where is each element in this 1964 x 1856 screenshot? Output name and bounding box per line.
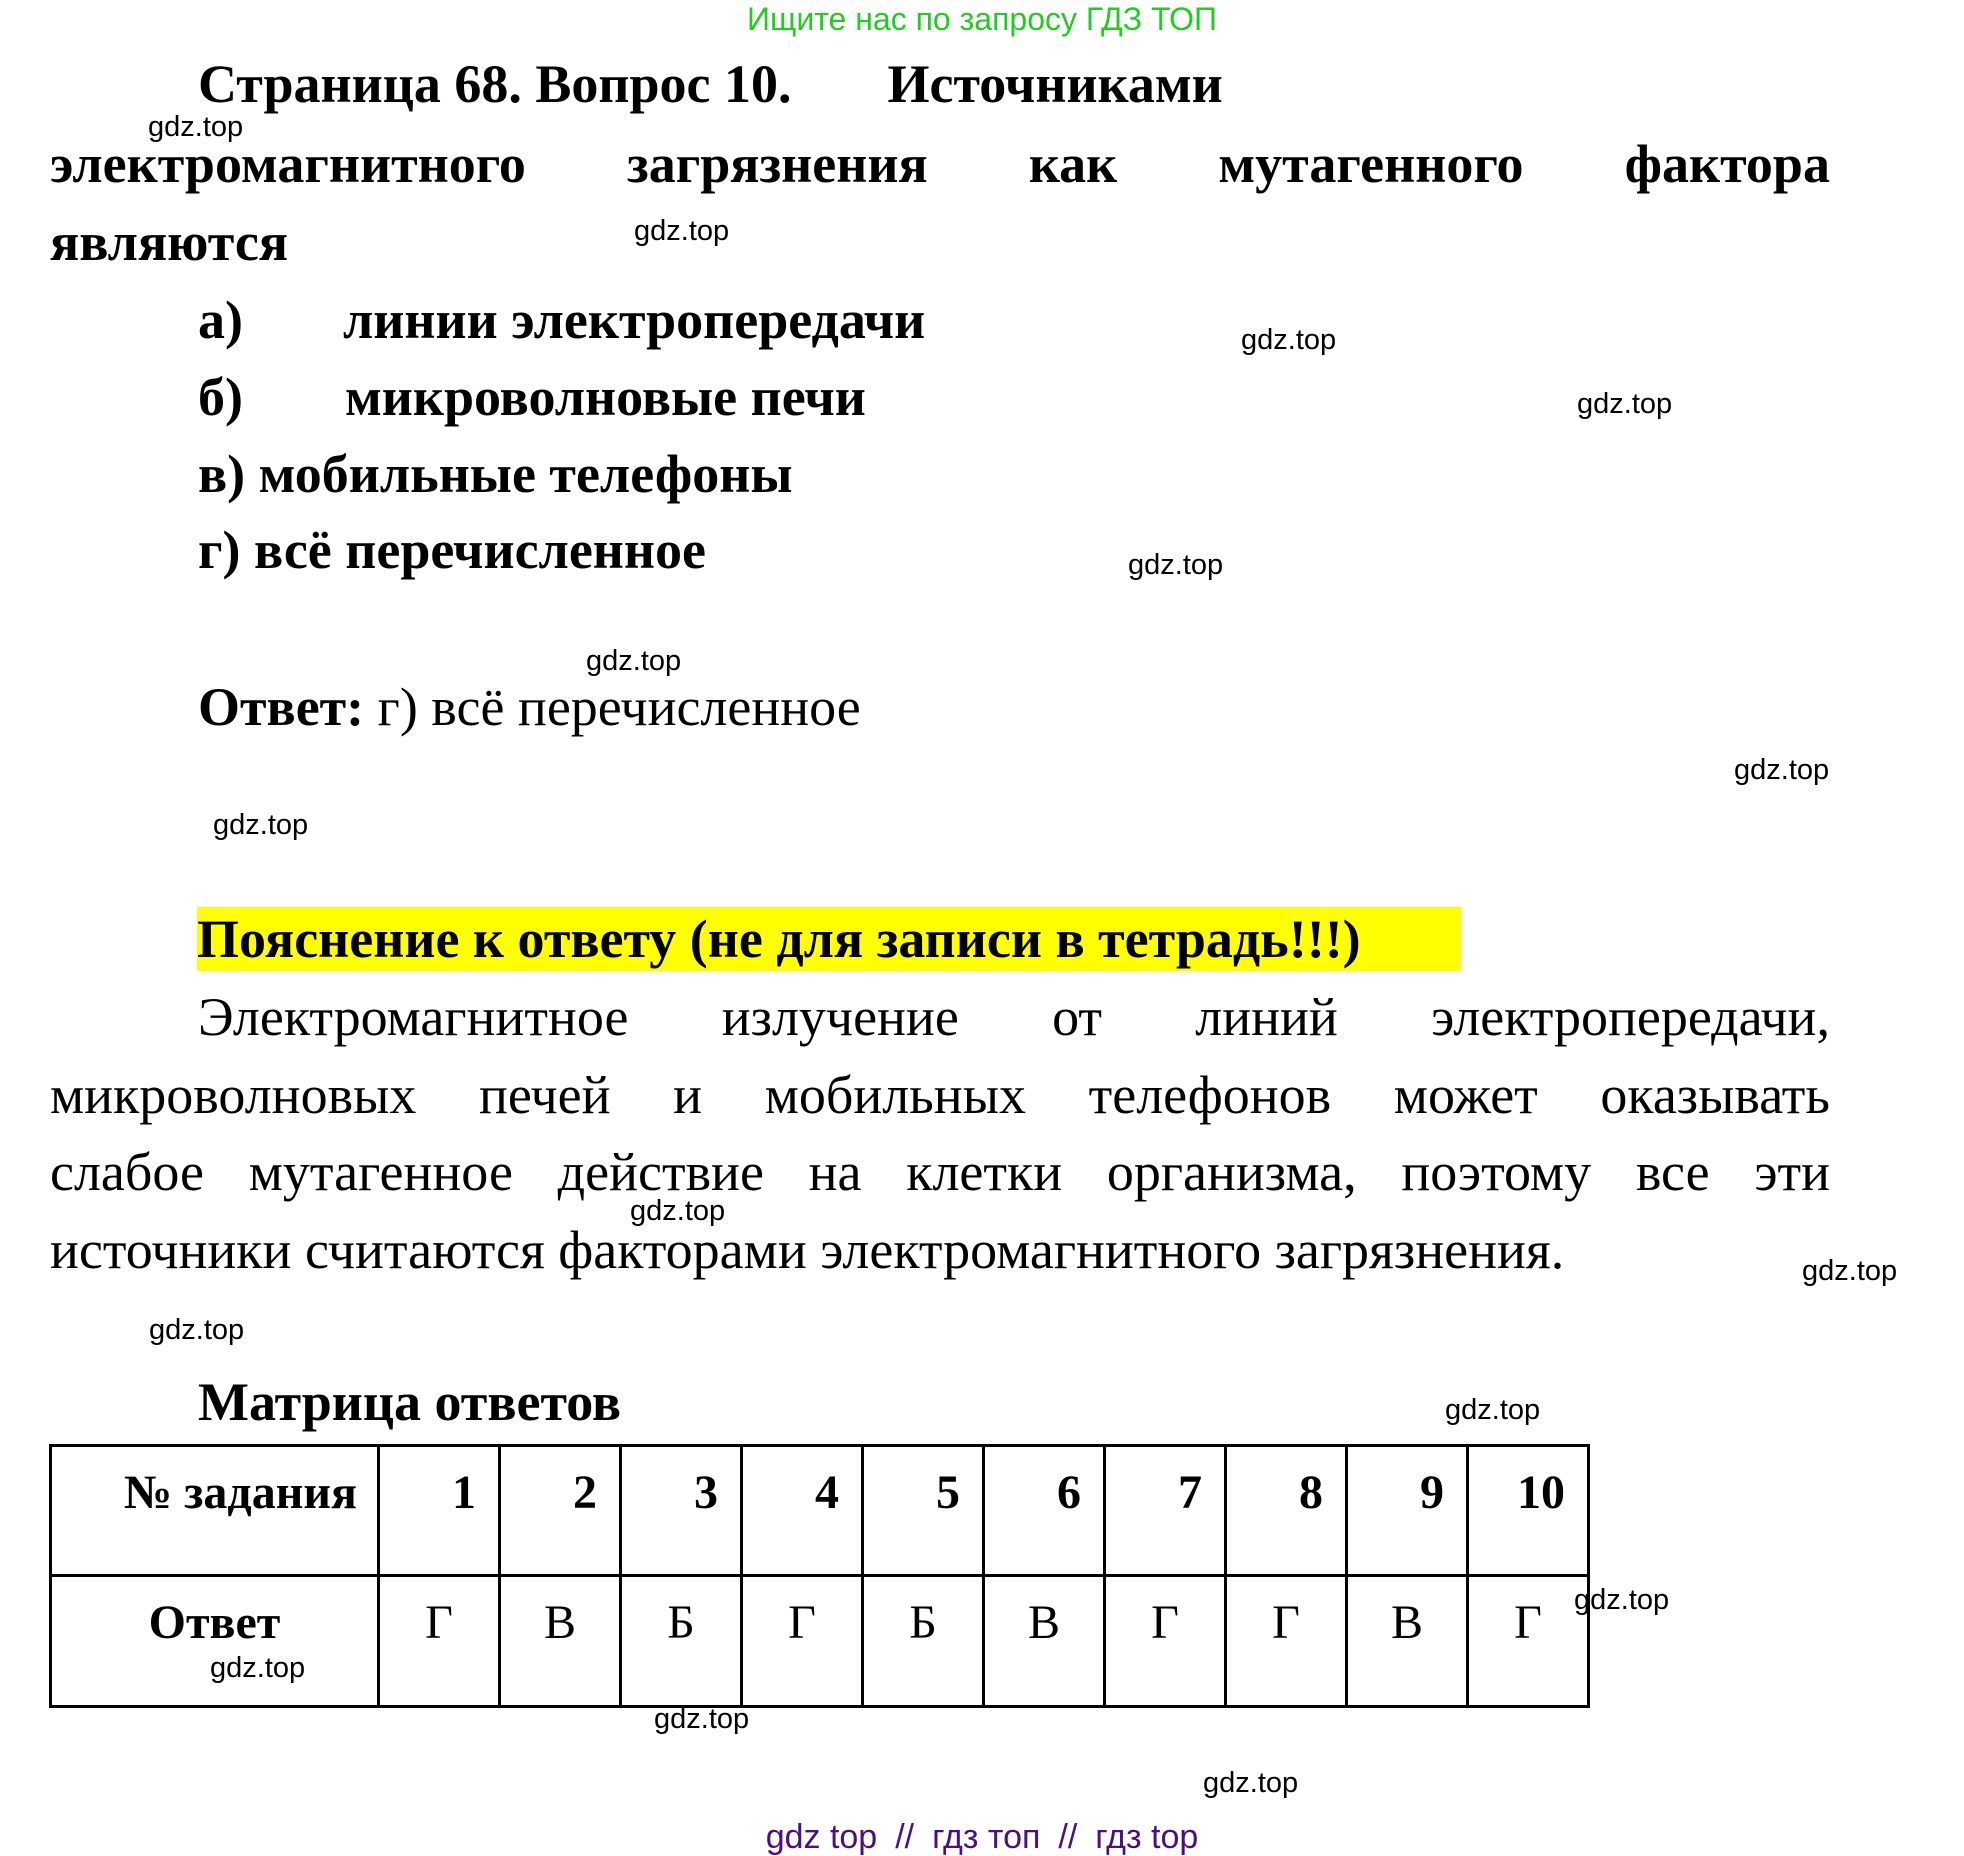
option-text: мобильные телефоны <box>258 444 793 504</box>
footer-separator: // <box>895 1818 915 1856</box>
task-number: 9 <box>1420 1466 1444 1519</box>
row-header-label: № задания <box>123 1466 357 1519</box>
answer-line <box>198 675 861 739</box>
option-c <box>198 442 793 506</box>
watermark: gdz.top <box>1241 324 1337 356</box>
answer-letter: Г <box>1514 1596 1542 1649</box>
explanation-word: электропередачи, <box>1431 987 1830 1047</box>
question-lead-word: Источниками <box>887 54 1223 114</box>
question-word: электромагнитного <box>50 134 526 194</box>
explanation-word: микроволновых <box>50 1065 417 1125</box>
explanation-word: печей <box>478 1065 611 1125</box>
task-cell <box>500 1446 621 1576</box>
option-text: линии электропередачи <box>342 290 926 350</box>
explanation-word: мутагенное <box>248 1142 513 1202</box>
search-banner: Ищите нас по запросу ГДЗ ТОП <box>747 1 1217 37</box>
question-title <box>198 52 1223 116</box>
task-cell <box>1468 1446 1589 1576</box>
answer-letter: Г <box>1272 1596 1300 1649</box>
answer-letter: Г <box>425 1596 453 1649</box>
task-number: 6 <box>1057 1466 1081 1519</box>
answer-letter: Б <box>667 1596 695 1649</box>
explanation-word: от <box>1052 987 1102 1047</box>
task-cell <box>863 1446 984 1576</box>
option-d <box>198 518 706 582</box>
answer-cell <box>1468 1576 1589 1707</box>
watermark: gdz.top <box>1574 1584 1670 1616</box>
task-number: 4 <box>815 1466 839 1519</box>
task-number: 2 <box>573 1466 597 1519</box>
task-cell <box>379 1446 500 1576</box>
answer-cell <box>863 1576 984 1707</box>
option-text: микроволновые печи <box>344 367 866 427</box>
explanation-word: и <box>673 1065 703 1125</box>
watermark: gdz.top <box>210 1652 306 1684</box>
watermark: gdz.top <box>1203 1767 1299 1799</box>
option-b <box>198 365 866 429</box>
explanation-word: излучение <box>721 987 959 1047</box>
task-number: 1 <box>452 1466 476 1519</box>
answer-letter: Г <box>1151 1596 1179 1649</box>
watermark: gdz.top <box>630 1195 726 1227</box>
option-a <box>198 288 925 352</box>
answer-row <box>51 1576 1589 1707</box>
answer-label: Ответ: <box>198 677 365 737</box>
question-line-3: являются <box>50 212 289 272</box>
task-number: 8 <box>1299 1466 1323 1519</box>
answer-letter: Б <box>909 1596 937 1649</box>
task-cell <box>1105 1446 1226 1576</box>
answer-letter: В <box>1390 1596 1423 1649</box>
answer-cell <box>1347 1576 1468 1707</box>
explanation-word: эти <box>1754 1142 1830 1202</box>
watermark: gdz.top <box>1128 549 1224 581</box>
watermark: gdz.top <box>1577 388 1673 420</box>
watermark: gdz.top <box>654 1703 750 1735</box>
task-number: 10 <box>1517 1466 1565 1519</box>
watermark: gdz.top <box>148 111 244 143</box>
watermark: gdz.top <box>1734 754 1830 786</box>
explanation-word: организма, <box>1106 1142 1357 1202</box>
question-line-2 <box>50 132 1830 196</box>
answer-cell <box>984 1576 1105 1707</box>
explanation-word: Электромагнитное <box>198 987 629 1047</box>
watermark: gdz.top <box>149 1314 245 1346</box>
footer-link[interactable]: gdz top <box>765 1818 878 1856</box>
answer-cell <box>500 1576 621 1707</box>
answer-letter: В <box>543 1596 576 1649</box>
answer-letter: Г <box>788 1596 816 1649</box>
task-number-row <box>51 1446 1589 1576</box>
option-label: а) <box>198 290 243 350</box>
page-question-number: Страница 68. Вопрос 10. <box>198 54 792 114</box>
explanation-word: оказывать <box>1600 1065 1830 1125</box>
watermark: gdz.top <box>1802 1255 1898 1287</box>
task-cell <box>742 1446 863 1576</box>
watermark: gdz.top <box>586 645 682 677</box>
watermark: gdz.top <box>1445 1394 1541 1426</box>
explanation-line-4: источники считаются факторами электромагнитного загрязнения. <box>50 1220 1565 1280</box>
task-number: 3 <box>694 1466 718 1519</box>
explanation-line-2 <box>50 1063 1830 1127</box>
watermark: gdz.top <box>634 215 730 247</box>
footer-separator: // <box>1058 1818 1078 1856</box>
explanation-word: слабое <box>50 1142 204 1202</box>
answer-cell <box>742 1576 863 1707</box>
watermark: gdz.top <box>213 809 309 841</box>
option-label: б) <box>198 367 243 427</box>
answer-letter: В <box>1027 1596 1060 1649</box>
task-number: 7 <box>1178 1466 1202 1519</box>
explanation-word: мобильных <box>764 1065 1026 1125</box>
explanation-word: телефонов <box>1088 1065 1332 1125</box>
explanation-word: действие <box>557 1142 764 1202</box>
question-word: как <box>1028 134 1118 194</box>
question-word: мутагенного <box>1218 134 1524 194</box>
explanation-line-3 <box>50 1140 1830 1204</box>
row-header-label: Ответ <box>148 1596 281 1649</box>
explanation-word: может <box>1393 1065 1538 1125</box>
row-header-task <box>51 1446 379 1576</box>
matrix-title: Матрица ответов <box>198 1372 622 1432</box>
explanation-word: линий <box>1195 987 1338 1047</box>
explanation-word: на <box>808 1142 862 1202</box>
task-cell <box>621 1446 742 1576</box>
question-word: загрязнения <box>627 134 928 194</box>
answer-cell <box>1226 1576 1347 1707</box>
explanation-word: клетки <box>906 1142 1063 1202</box>
option-text: всё перечисленное <box>254 520 707 580</box>
explanation-heading: Пояснение к ответу (не для записи в тетрадь!!!) <box>197 907 1461 971</box>
explanation-line-1 <box>198 985 1830 1049</box>
answer-cell <box>1105 1576 1226 1707</box>
task-number: 5 <box>936 1466 960 1519</box>
answer-cell <box>621 1576 742 1707</box>
footer-link[interactable]: гдз топ <box>932 1818 1041 1856</box>
answer-text: г) всё перечисленное <box>364 677 861 737</box>
footer-links <box>0 1818 1964 1856</box>
task-cell <box>1226 1446 1347 1576</box>
task-cell <box>1347 1446 1468 1576</box>
question-word: фактора <box>1624 134 1830 194</box>
row-header-answer <box>51 1576 379 1707</box>
answer-cell <box>379 1576 500 1707</box>
footer-link[interactable]: гдз top <box>1095 1818 1199 1856</box>
explanation-word: поэтому <box>1401 1142 1592 1202</box>
option-label: в) <box>198 444 246 504</box>
task-cell <box>984 1446 1105 1576</box>
option-label: г) <box>198 520 241 580</box>
explanation-word: все <box>1635 1142 1710 1202</box>
